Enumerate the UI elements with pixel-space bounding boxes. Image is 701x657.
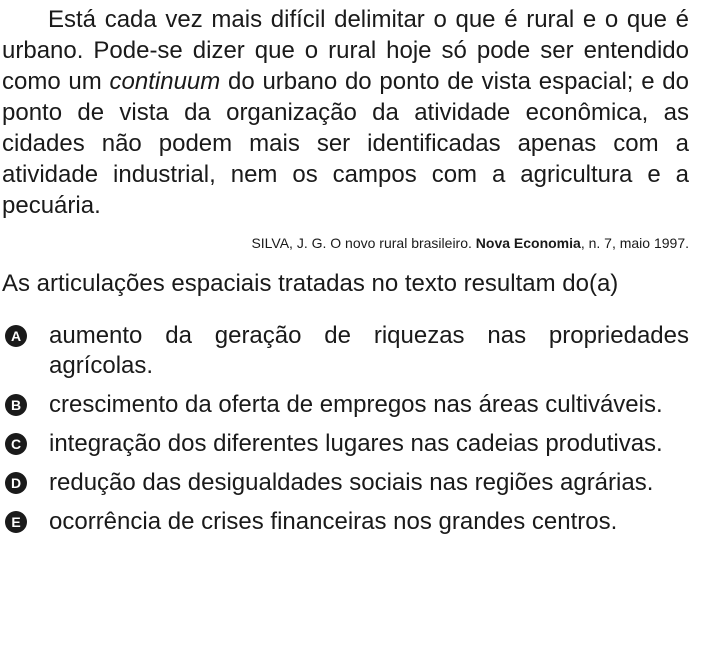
- source-suffix: , n. 7, maio 1997.: [580, 235, 689, 251]
- option-a-text: aumento da geração de riquezas nas propriedades agrícolas.: [49, 322, 689, 379]
- option-b[interactable]: [2, 390, 689, 420]
- option-c[interactable]: [2, 429, 689, 459]
- source-citation: [2, 234, 689, 252]
- option-a[interactable]: [2, 321, 689, 381]
- option-a-badge: A: [5, 325, 27, 347]
- answer-options: [2, 321, 689, 537]
- passage-part-1: Está cada vez mais difícil delimitar o que é rural e o que é urbano. Pode-se dizer que o rural hoje só pode ser entendido como um: [2, 6, 689, 95]
- option-c-text: integração dos diferentes lugares nas cadeias produtivas.: [49, 430, 663, 457]
- option-d-badge: D: [5, 472, 27, 494]
- passage-text: [2, 4, 689, 221]
- question-stem: As articulações espaciais tratadas no texto resultam do(a): [2, 270, 619, 297]
- source-prefix: SILVA, J. G. O novo rural brasileiro.: [251, 235, 476, 251]
- option-b-text: crescimento da oferta de empregos nas áreas cultiváveis.: [49, 391, 663, 418]
- option-b-badge: B: [5, 394, 27, 416]
- passage-part-2: do urbano do ponto de vista espacial; e do ponto de vista da organização da atividade econômica, as cidades não podem mais ser identificadas apenas com a atividade industrial, nem os campos com a agricultura e a pecuária.: [2, 68, 689, 219]
- passage-emphasis: continuum: [109, 68, 221, 95]
- option-e-badge: E: [5, 511, 27, 533]
- option-d[interactable]: [2, 468, 689, 498]
- source-journal: Nova Economia: [475, 235, 581, 251]
- option-e[interactable]: [2, 507, 689, 537]
- option-d-text: redução das desigualdades sociais nas regiões agrárias.: [49, 469, 654, 496]
- option-c-badge: C: [5, 433, 27, 455]
- option-e-text: ocorrência de crises financeiras nos grandes centros.: [49, 508, 618, 535]
